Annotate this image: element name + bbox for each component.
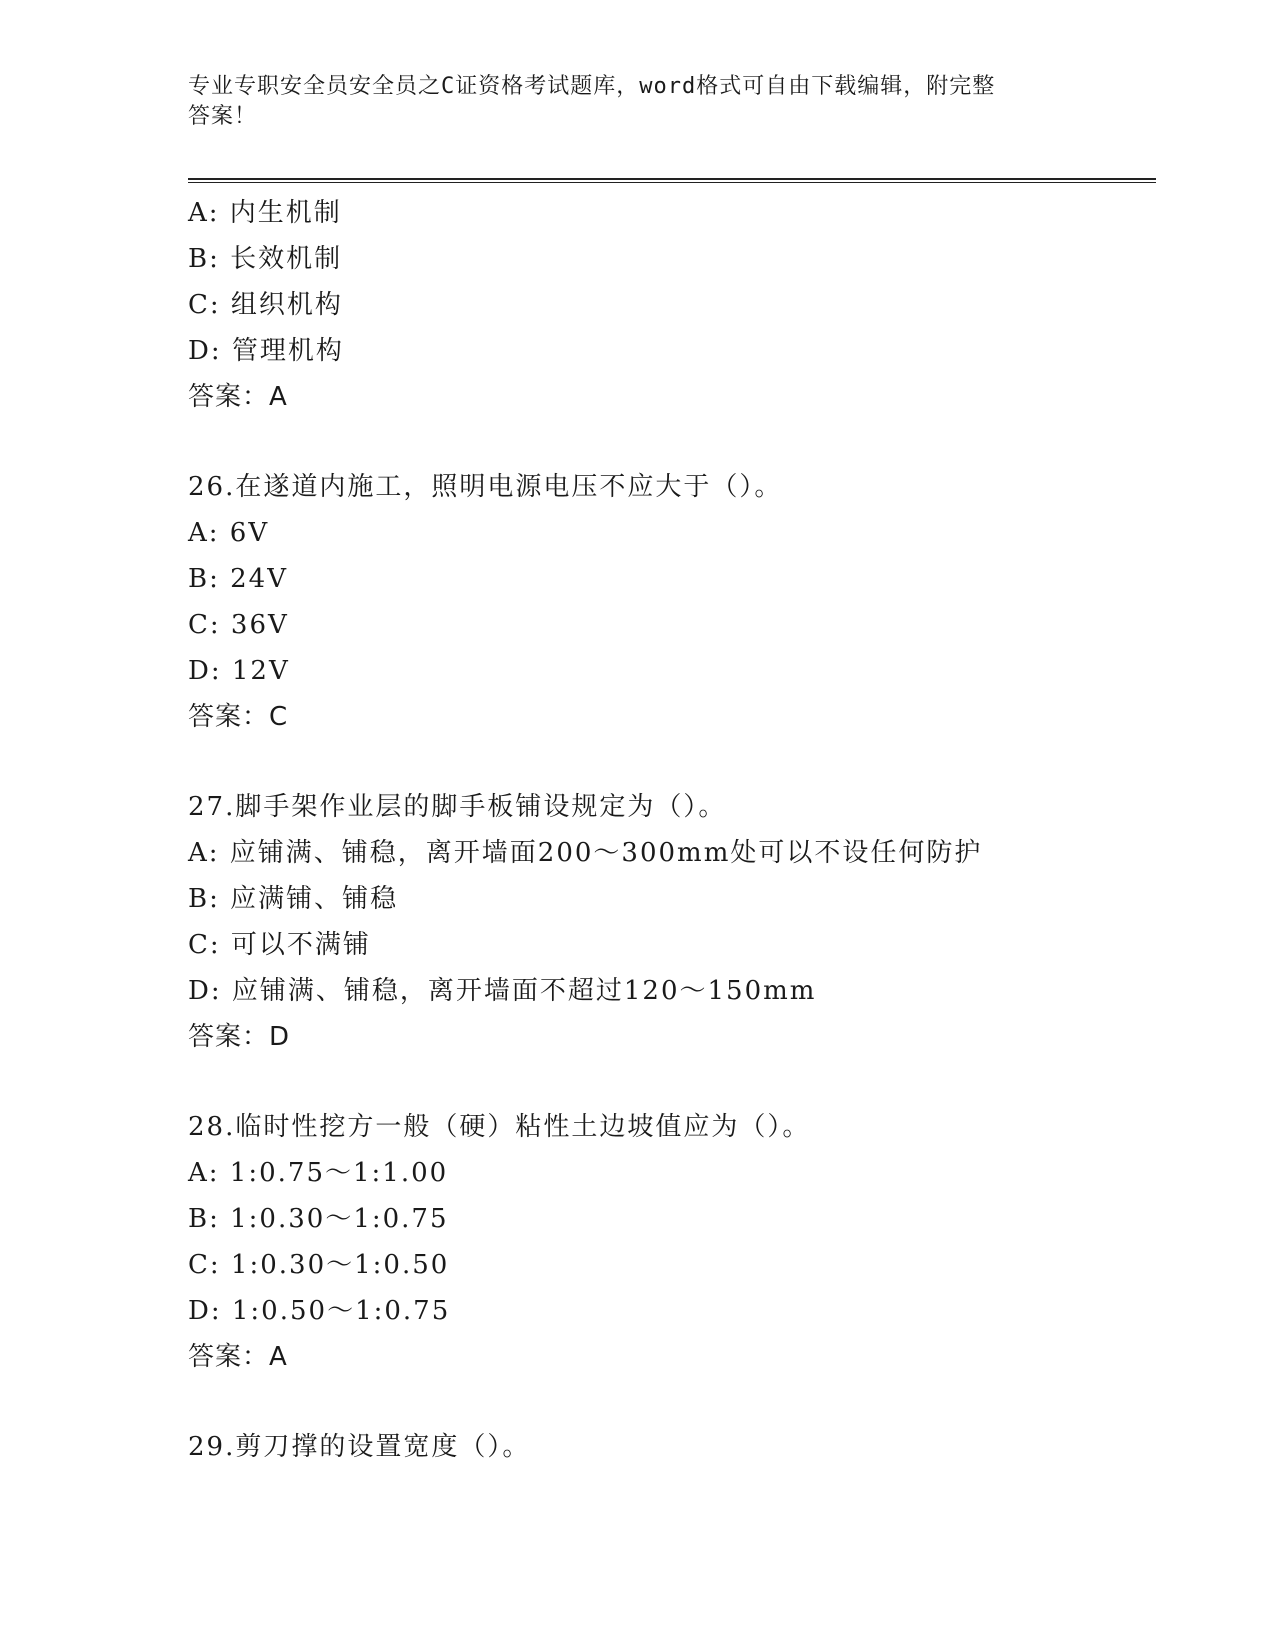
- answer: 答案：C: [188, 702, 289, 732]
- option-b: B: 24V: [188, 564, 288, 594]
- option-a: A: 6V: [188, 518, 270, 548]
- header-rule-bottom: [188, 182, 1156, 183]
- answer: 答案：A: [188, 1342, 288, 1372]
- option-d: D: 1:0.50～1:0.75: [188, 1296, 451, 1326]
- question-text: 27.脚手架作业层的脚手板铺设规定为（）。: [188, 792, 727, 822]
- question-list: [188, 190, 1156, 1470]
- option-c: C: 组织机构: [188, 290, 343, 320]
- option-a: A: 内生机制: [188, 198, 342, 228]
- question-block-29: [188, 1424, 1156, 1470]
- document-header: [188, 72, 1088, 132]
- answer: 答案：A: [188, 382, 288, 412]
- option-b: B: 1:0.30～1:0.75: [188, 1204, 449, 1234]
- question-text: 28.临时性挖方一般（硬）粘性土边坡值应为（）。: [188, 1112, 811, 1142]
- option-d: D: 应铺满、铺稳，离开墙面不超过120～150mm: [188, 976, 817, 1006]
- question-text: 26.在遂道内施工，照明电源电压不应大于（）。: [188, 472, 783, 502]
- question-block-28: [188, 1104, 1156, 1380]
- header-line-1: 专业专职安全员安全员之C证资格考试题库，word格式可自由下载编辑，附完整: [188, 74, 996, 99]
- question-block-27: [188, 784, 1156, 1060]
- option-a: A: 1:0.75～1:1.00: [188, 1158, 449, 1188]
- option-c: C: 36V: [188, 610, 289, 640]
- header-rule-top: [188, 178, 1156, 180]
- option-d: D: 管理机构: [188, 336, 344, 366]
- header-line-2: 答案！: [188, 104, 258, 129]
- question-block-26: [188, 464, 1156, 740]
- question-text: 29.剪刀撑的设置宽度（）。: [188, 1432, 531, 1462]
- option-b: B: 应满铺、铺稳: [188, 884, 399, 914]
- option-b: B: 长效机制: [188, 244, 343, 274]
- option-a: A: 应铺满、铺稳，离开墙面200～300mm处可以不设任何防护: [188, 838, 983, 868]
- answer: 答案：D: [188, 1022, 291, 1052]
- option-c: C: 1:0.30～1:0.50: [188, 1250, 450, 1280]
- option-c: C: 可以不满铺: [188, 930, 371, 960]
- option-d: D: 12V: [188, 656, 290, 686]
- question-block-25: [188, 190, 1156, 420]
